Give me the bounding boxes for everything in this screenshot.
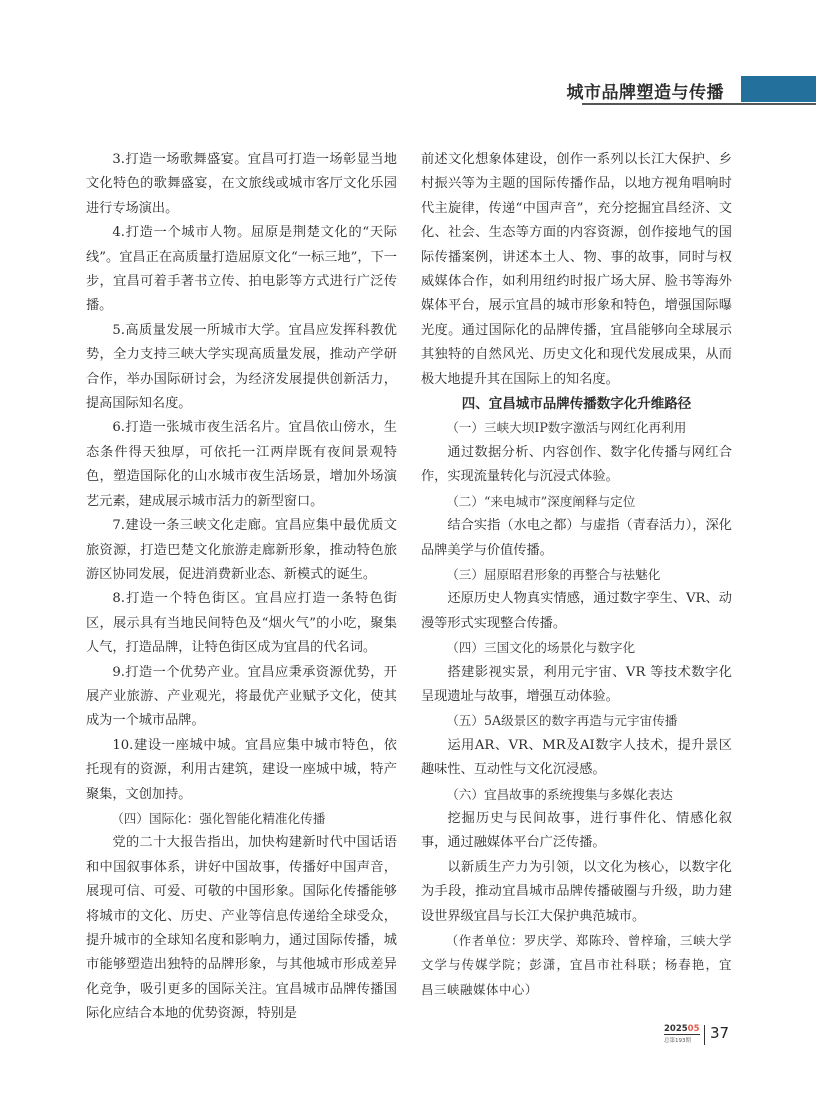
section-heading: 四、宜昌城市品牌传播数字化升维路径: [461, 396, 692, 413]
running-header: [0, 76, 816, 104]
paragraph: 运用AR、VR、MR及AI数字人技术，提升景区趣味性、互动性与文化沉浸感。: [421, 737, 732, 778]
paragraph: 结合实指（水电之都）与虚指（青春活力），深化品牌美学与价值传播。: [421, 518, 732, 558]
paragraph: 10.建设一座城中城。宜昌应集中城市特色，依托现有的资源，利用古建筑，建设一座城中城，特产聚集，文创加持。: [86, 737, 397, 802]
subheading: （一）三峡大坝IP数字激活与网红化再利用: [446, 420, 687, 436]
subheading: （五）5A级景区的数字再造与元宇宙传播: [446, 713, 678, 729]
issue-month: 05: [687, 1024, 700, 1034]
header-accent-block: [741, 76, 816, 102]
page-footer: [664, 1024, 764, 1046]
subheading: （四）三国文化的场景化与数字化: [446, 640, 636, 656]
paragraph: 通过数据分析、内容创作、数字化传播与网红合作，实现流量转化与沉浸式体验。: [421, 444, 732, 485]
page-number: 37: [710, 1024, 730, 1042]
issue-date: [664, 1024, 700, 1035]
paragraph: 8.打造一个特色街区。宜昌应打造一条特色街区，展示具有当地民间特色及“烟火气”的小吃，聚集人气，打造品牌，让特色街区成为宜昌的代名词。: [86, 591, 397, 656]
paragraph-continued: 前述文化想象体建设，创作一系列以长江大保护、乡村振兴等为主题的国际传播作品，以地方视角唱响时代主旋律，传递“中国声音”，充分挖掘宜昌经济、文化、社会、生态等方面的内容资源，创作接地气的国际传播案例，讲述本土人、物、事的故事，同时与权威媒体合作，如利用纽约时报广场大屏、脸书等海外媒体平台，展示宜昌的城市形象和特色，增强国际曝光度。通过国际化的品牌传播，宜昌能够向全球展示其独特的自然风光、历史文化和现代发展成果，从而极大地提升其在国际上的知名度。: [421, 152, 732, 387]
footer-divider: [704, 1025, 705, 1045]
paragraph: 4.打造一个城市人物。屈原是荆楚文化的“天际线”。宜昌正在高质量打造屈原文化“一标三地”，下一步，宜昌可着手著书立传、拍电影等方式进行广泛传播。: [86, 225, 397, 314]
issue-number: 总第193期: [664, 1038, 691, 1044]
issue-year: 2025: [664, 1024, 688, 1034]
author-note: （作者单位：罗庆学、郑陈玲、曾梓瑜，三峡大学文学与传媒学院；彭潇，宜昌市社科联；杨春艳，宜昌三峡融媒体中心）: [421, 933, 732, 997]
paragraph: 7.建设一条三峡文化走廊。宜昌应集中最优质文旅资源，打造巴楚文化旅游走廊新形象，推动特色旅游区协同发展，促进消费新业态、新模式的诞生。: [86, 518, 397, 582]
paragraph: 挖掘历史与民间故事，进行事件化、情感化叙事，通过融媒体平台广泛传播。: [421, 810, 732, 851]
subheading: （四）国际化：强化智能化精准化传播: [111, 810, 326, 826]
paragraph: 搭建影视实景，利用元宇宙、VR 等技术数字化呈现遗址与故事，增强互动体验。: [421, 664, 732, 704]
paragraph: 以新质生产力为引领，以文化为核心，以数字化为手段，推动宜昌城市品牌传播破圈与升级，助力建设世界级宜昌与长江大保护典范城市。: [421, 859, 732, 924]
paragraph: 还原历史人物真实情感，通过数字孪生、VR、动漫等形式实现整合传播。: [421, 591, 732, 631]
subheading: （二）“来电城市”深度阐释与定位: [446, 493, 636, 509]
right-column: [421, 148, 732, 1002]
section-title: 城市品牌塑造与传播: [566, 83, 724, 103]
paragraph: 9.打造一个优势产业。宜昌应秉承资源优势，开展产业旅游、产业观光，将最优产业赋予文化，使其成为一个城市品牌。: [86, 664, 397, 729]
paragraph: 3.打造一场歌舞盛宴。宜昌可打造一场彰显当地文化特色的歌舞盛宴，在文旅线或城市客厅文化乐园进行专场演出。: [86, 152, 397, 216]
subheading: （六）宜昌故事的系统搜集与多媒化表达: [446, 786, 673, 802]
paragraph: 党的二十大报告指出，加快构建新时代中国话语和中国叙事体系，讲好中国故事，传播好中国声音，展现可信、可爱、可敬的中国形象。国际化传播能够将城市的文化、历史、产业等信息传递给全球受众，提升城市的全球知名度和影响力，通过国际传播，城市能够塑造出独特的品牌形象，与其他城市形成差异化竞争，吸引更多的国际关注。宜昌城市品牌传播国际化应结合本地的优势资源，特别是: [86, 835, 397, 1022]
paragraph: 6.打造一张城市夜生活名片。宜昌依山傍水，生态条件得天独厚，可依托一江两岸既有夜间景观特色，塑造国际化的山水城市夜生活场景，增加外场演艺元素，建成展示城市活力的新型窗口。: [86, 420, 397, 509]
header-rule: [582, 103, 816, 105]
left-column: [86, 148, 397, 1027]
paragraph: 5.高质量发展一所城市大学。宜昌应发挥科教优势，全力支持三峡大学实现高质量发展，推动产学研合作，举办国际研讨会，为经济发展提供创新活力，提高国际知名度。: [86, 322, 397, 412]
subheading: （三）屈原昭君形象的再整合与祛魅化: [446, 566, 661, 582]
